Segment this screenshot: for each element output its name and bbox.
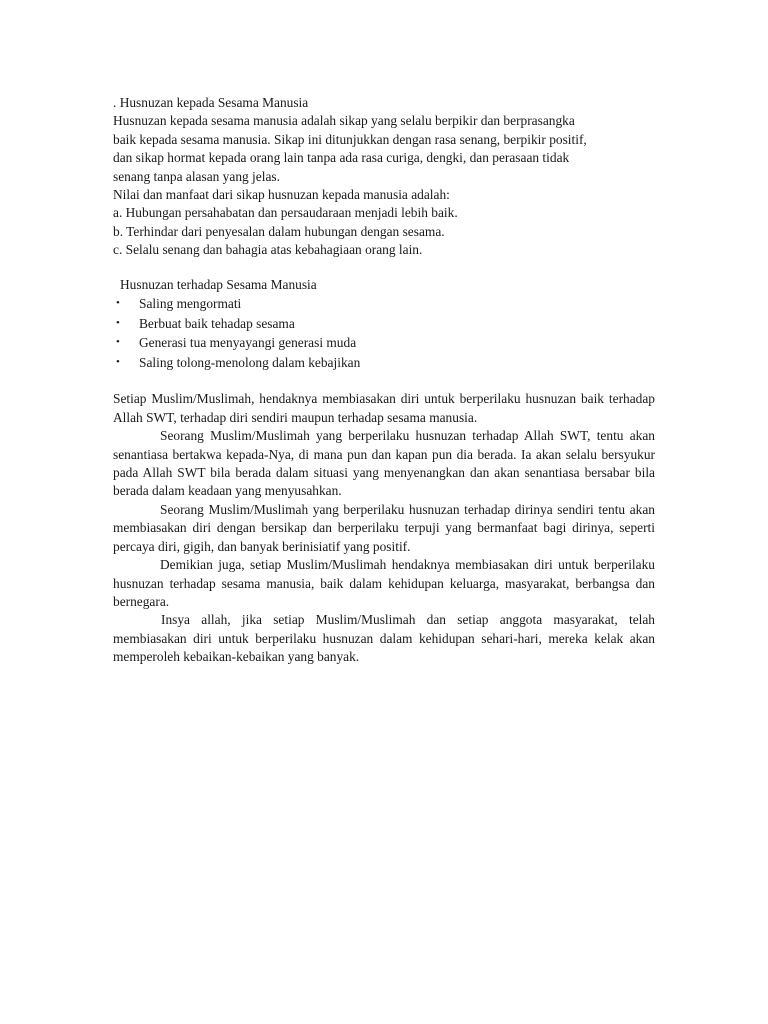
benefit-item: b. Terhindar dari penyesalan dalam hubungan dengan sesama. — [113, 223, 445, 239]
definition-line: dan sikap hormat kepada orang lain tanpa ada rasa curiga, dengki, dan perasaan tidak — [113, 150, 570, 166]
benefits-intro: Nilai dan manfaat dari sikap husnuzan kepada manusia adalah: — [113, 187, 450, 203]
definition-line: Husnuzan kepada sesama manusia adalah sikap yang selalu berpikir dan berprasangka — [113, 113, 575, 129]
body-paragraph: Demikian juga, setiap Muslim/Muslimah hendaknya membiasakan diri untuk berperilaku husnuzan terhadap sesama manusia, baik dalam kehidupan keluarga, masyarakat, berbangsa dan bernegara. — [113, 557, 655, 609]
document-page — [113, 94, 655, 667]
benefit-item: a. Hubungan persahabatan dan persaudaraan menjadi lebih baik. — [113, 205, 458, 221]
bullet-icon: • — [116, 336, 120, 349]
definition-line: baik kepada sesama manusia. Sikap ini ditunjukkan dengan rasa senang, berpikir positif, — [113, 131, 587, 147]
benefit-item: c. Selalu senang dan bahagia atas kebahagiaan orang lain. — [113, 242, 423, 258]
bullet-list — [113, 294, 655, 372]
bullet-icon: • — [116, 297, 120, 310]
section-husnuzan-terhadap-sesama — [113, 276, 655, 373]
list-item-text: Saling tolong-menolong dalam kebajikan — [139, 354, 361, 370]
body-paragraph: Seorang Muslim/Muslimah yang berperilaku husnuzan terhadap dirinya sendiri tentu akan membiasakan diri dengan bersikap dan berperilaku terpuji yang bermanfaat bagi dirinya, seperti percaya diri, gigih, dan banyak berinisiatif yang positif. — [113, 501, 655, 554]
section-husnuzan-kepada-sesama — [113, 94, 655, 260]
definition-line: senang tanpa alasan yang jelas. — [113, 168, 280, 184]
list-item-text: Berbuat baik tehadap sesama — [139, 315, 295, 331]
list-item — [113, 353, 655, 373]
closing-intro-paragraph: Setiap Muslim/Muslimah, hendaknya membiasakan diri untuk berperilaku husnuzan baik terhadap Allah SWT, terhadap diri sendiri maupun terhadap sesama manusia. — [113, 391, 655, 425]
body-paragraph: Insya allah, jika setiap Muslim/Muslimah dan setiap anggota masyarakat, telah membiasakan diri untuk berperilaku husnuzan dalam kehidupan sehari-hari, mereka kelak akan memperoleh kebaikan-kebaikan yang banyak. — [113, 612, 655, 665]
list-item-text: Saling mengormati — [139, 296, 242, 312]
bullet-icon: • — [116, 355, 120, 368]
subsection-heading: Husnuzan terhadap Sesama Manusia — [120, 276, 317, 292]
list-item — [113, 333, 655, 353]
list-item — [113, 314, 655, 334]
bullet-icon: • — [116, 316, 120, 329]
spacer — [113, 372, 655, 390]
section-heading: . Husnuzan kepada Sesama Manusia — [113, 95, 309, 110]
body-paragraph: Seorang Muslim/Muslimah yang berperilaku husnuzan terhadap Allah SWT, tentu akan senantiasa bertakwa kepada-Nya, di mana pun dan kapan pun dia berada. Ia akan selalu bersyukur pada Allah SWT bila berada dalam situasi yang menyenangkan dan akan senantiasa bersabar bila berada dalam keadaan yang menyusahkan. — [113, 428, 655, 499]
closing-section — [113, 390, 655, 666]
spacer — [113, 260, 655, 276]
list-item — [113, 294, 655, 314]
list-item-text: Generasi tua menyayangi generasi muda — [139, 335, 357, 351]
